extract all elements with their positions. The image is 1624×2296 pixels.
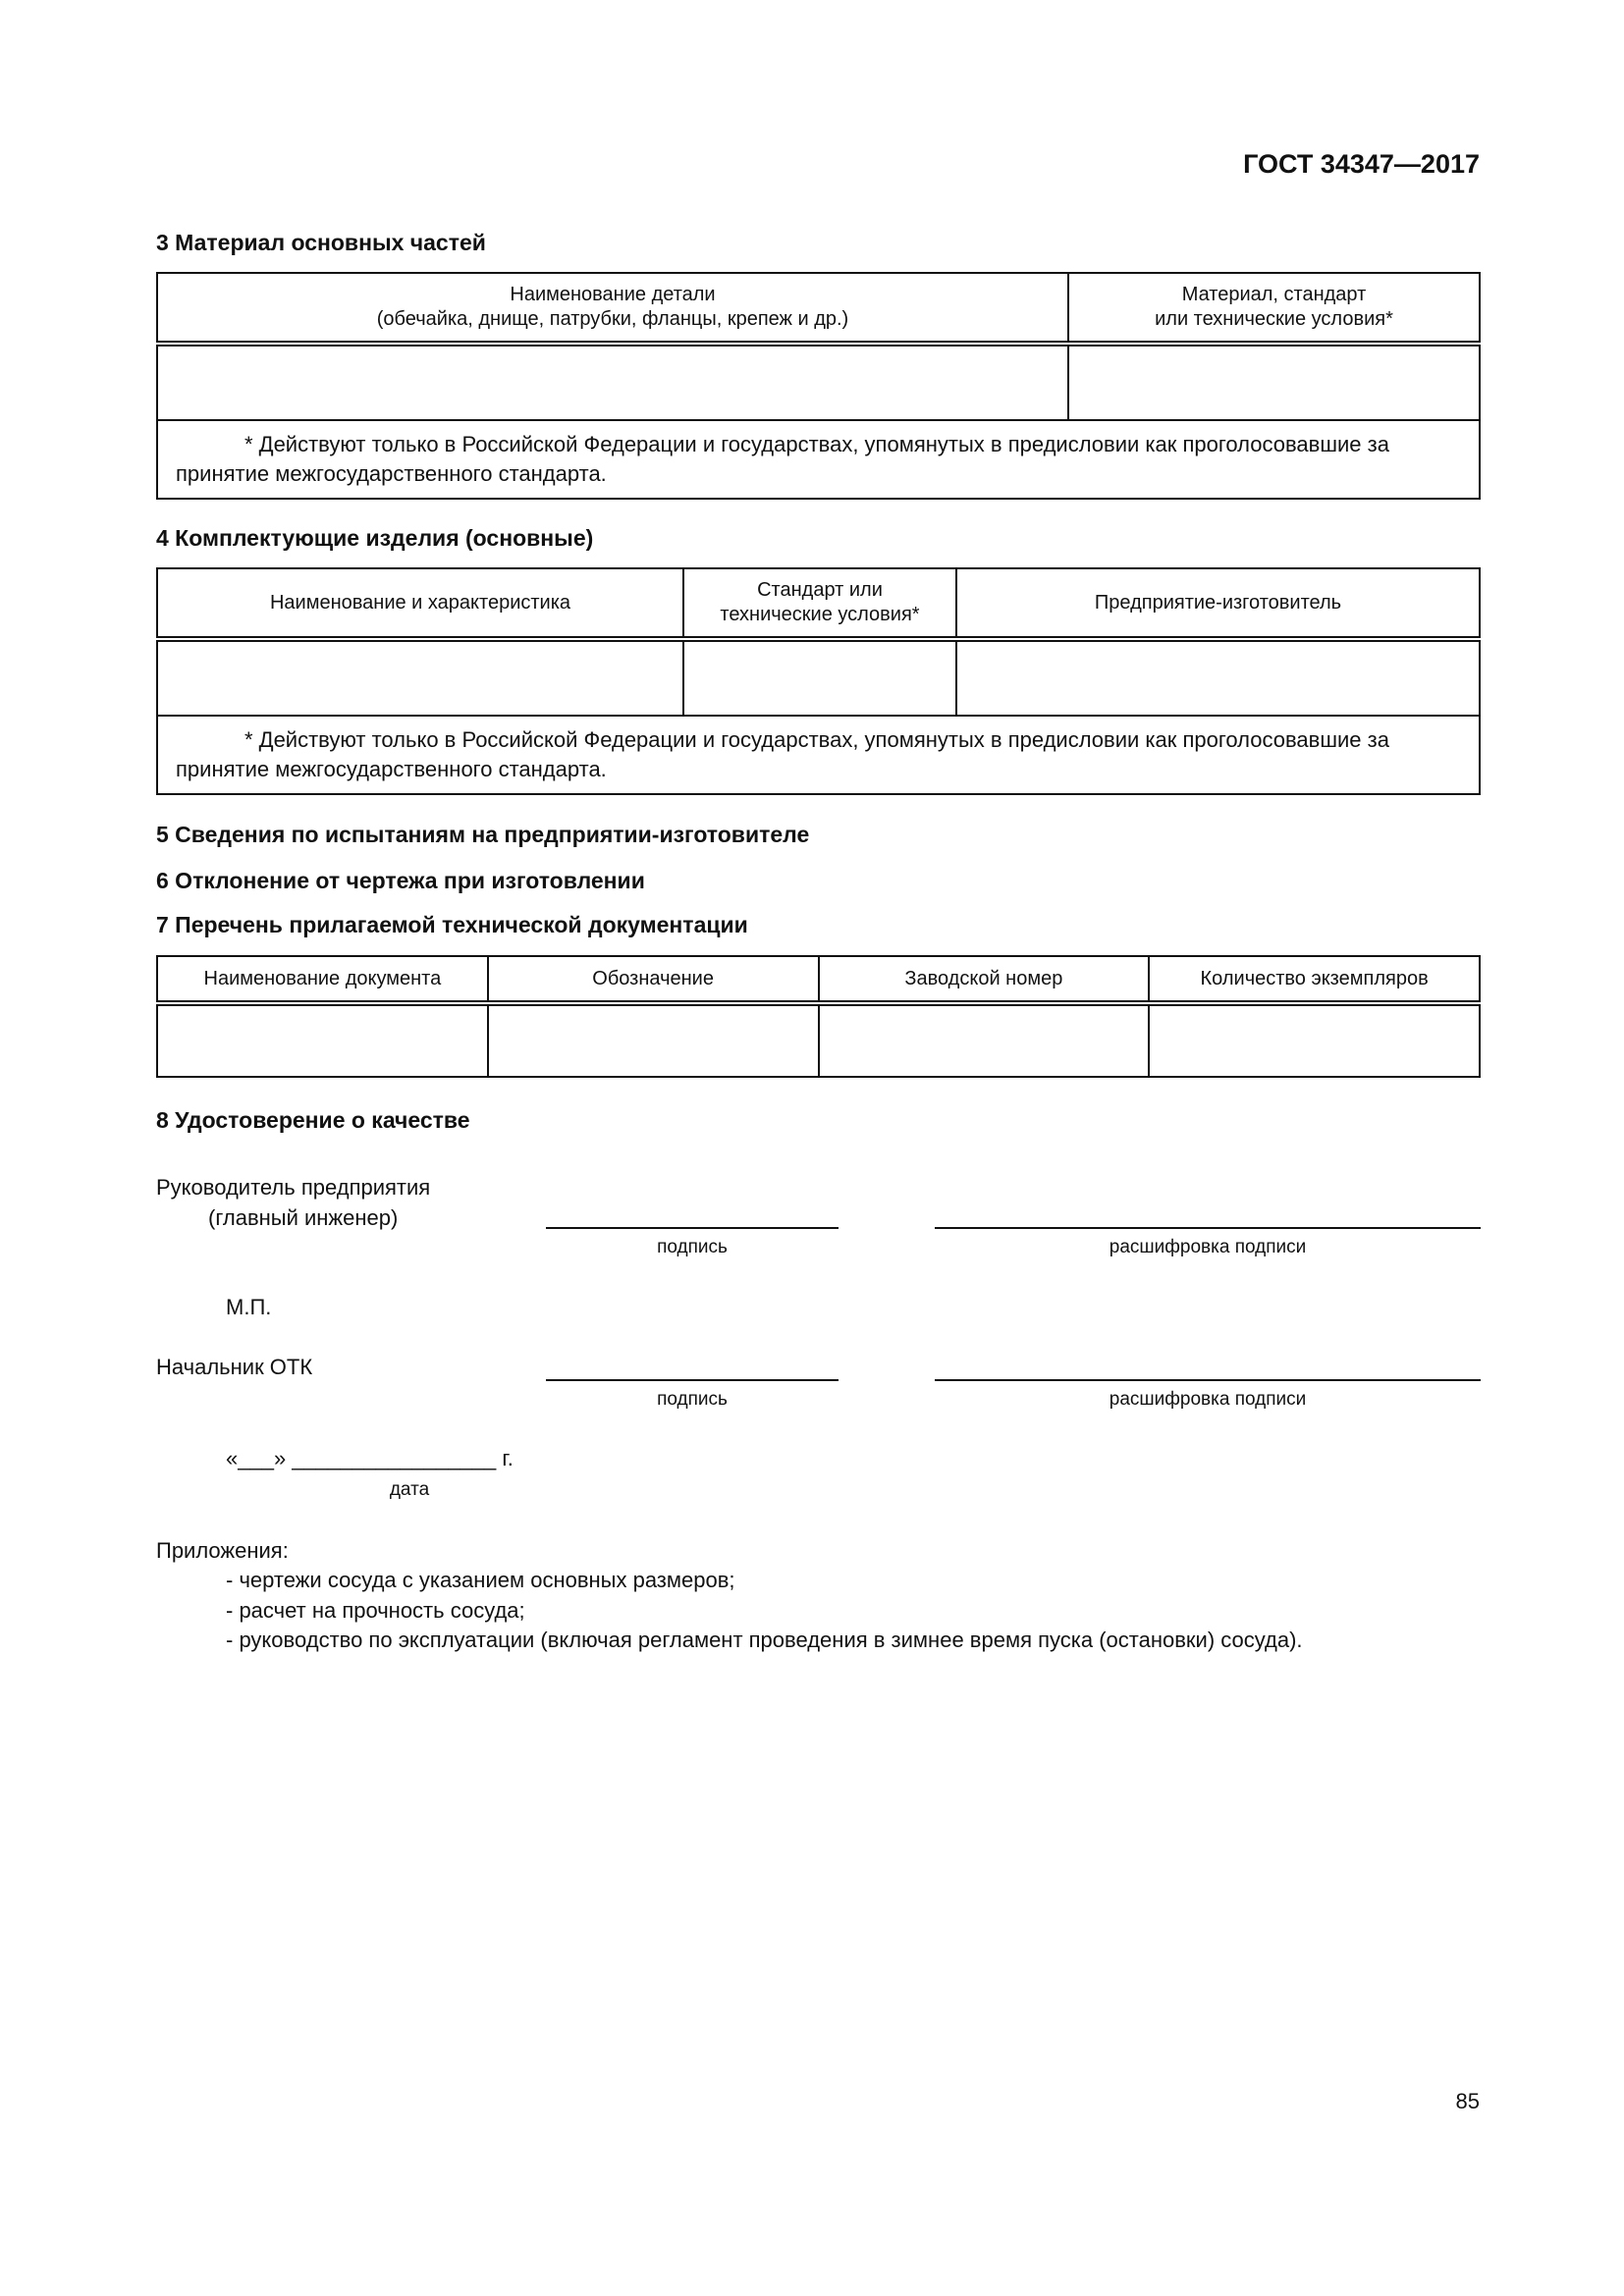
stamp-label: М.П. xyxy=(226,1295,272,1319)
table-cell[interactable] xyxy=(157,639,683,716)
table-cell[interactable] xyxy=(488,1003,819,1077)
head-label-sub: (главный инженер) xyxy=(208,1205,399,1230)
decode-label: расшифровка подписи xyxy=(1109,1237,1307,1257)
col-part-name: Наименование детали (обечайка, днище, патрубки, фланцы, крепеж и др.) xyxy=(157,273,1068,344)
col-doc-name: Наименование документа xyxy=(157,956,488,1003)
section-3-title: 3 Материал основных частей xyxy=(156,230,486,255)
appendix-item: - руководство по эксплуатации (включая регламент проведения в зимнее время пуска (остановки) сосуда). xyxy=(226,1628,1303,1652)
otk-label: Начальник ОТК xyxy=(156,1355,313,1379)
appendix-title: Приложения: xyxy=(156,1538,289,1563)
documents-table xyxy=(156,955,1481,1078)
decode-label: расшифровка подписи xyxy=(1109,1389,1307,1410)
section-5-title: 5 Сведения по испытаниям на предприятии-изготовителе xyxy=(156,822,810,847)
date-field[interactable]: «___» _________________ г. xyxy=(226,1446,514,1470)
section-8-title: 8 Удостоверение о качестве xyxy=(156,1107,470,1133)
materials-table xyxy=(156,272,1481,500)
section-7-title: 7 Перечень прилагаемой технической документации xyxy=(156,912,748,937)
appendix-item: - чертежи сосуда с указанием основных размеров; xyxy=(226,1568,735,1592)
sign-label: подпись xyxy=(657,1237,728,1257)
signature-decode-line[interactable] xyxy=(935,1227,1481,1229)
table-cell[interactable] xyxy=(1068,344,1480,420)
section-4-title: 4 Комплектующие изделия (основные) xyxy=(156,525,594,551)
signature-decode-line[interactable] xyxy=(935,1379,1481,1381)
head-label: Руководитель предприятия xyxy=(156,1175,431,1200)
page-number: 85 xyxy=(1455,2089,1480,2113)
table-cell[interactable] xyxy=(1149,1003,1480,1077)
footnote: * Действуют только в Российской Федерации и государствах, упомянутых в предисловии как проголосовавшие за принятие межгосударственного стандарта. xyxy=(157,420,1480,499)
components-table xyxy=(156,567,1481,795)
table-cell[interactable] xyxy=(157,1003,488,1077)
section-6-title: 6 Отклонение от чертежа при изготовлении xyxy=(156,868,645,893)
footnote: * Действуют только в Российской Федерации и государствах, упомянутых в предисловии как проголосовавшие за принятие межгосударственного стандарта. xyxy=(157,716,1480,794)
col-material: Материал, стандарт или технические условия* xyxy=(1068,273,1480,344)
table-cell[interactable] xyxy=(819,1003,1150,1077)
sign-label: подпись xyxy=(657,1389,728,1410)
col-copies: Количество экземпляров xyxy=(1149,956,1480,1003)
date-label: дата xyxy=(389,1479,430,1500)
appendix-item: - расчет на прочность сосуда; xyxy=(226,1598,525,1623)
signature-line[interactable] xyxy=(546,1227,839,1229)
col-name: Наименование и характеристика xyxy=(157,568,683,639)
col-standard: Стандарт или технические условия* xyxy=(683,568,956,639)
document-id: ГОСТ 34347—2017 xyxy=(1243,149,1480,179)
col-manufacturer: Предприятие-изготовитель xyxy=(956,568,1480,639)
table-cell[interactable] xyxy=(157,344,1068,420)
col-serial: Заводской номер xyxy=(819,956,1150,1003)
signature-line[interactable] xyxy=(546,1379,839,1381)
table-cell[interactable] xyxy=(956,639,1480,716)
table-cell[interactable] xyxy=(683,639,956,716)
col-designation: Обозначение xyxy=(488,956,819,1003)
